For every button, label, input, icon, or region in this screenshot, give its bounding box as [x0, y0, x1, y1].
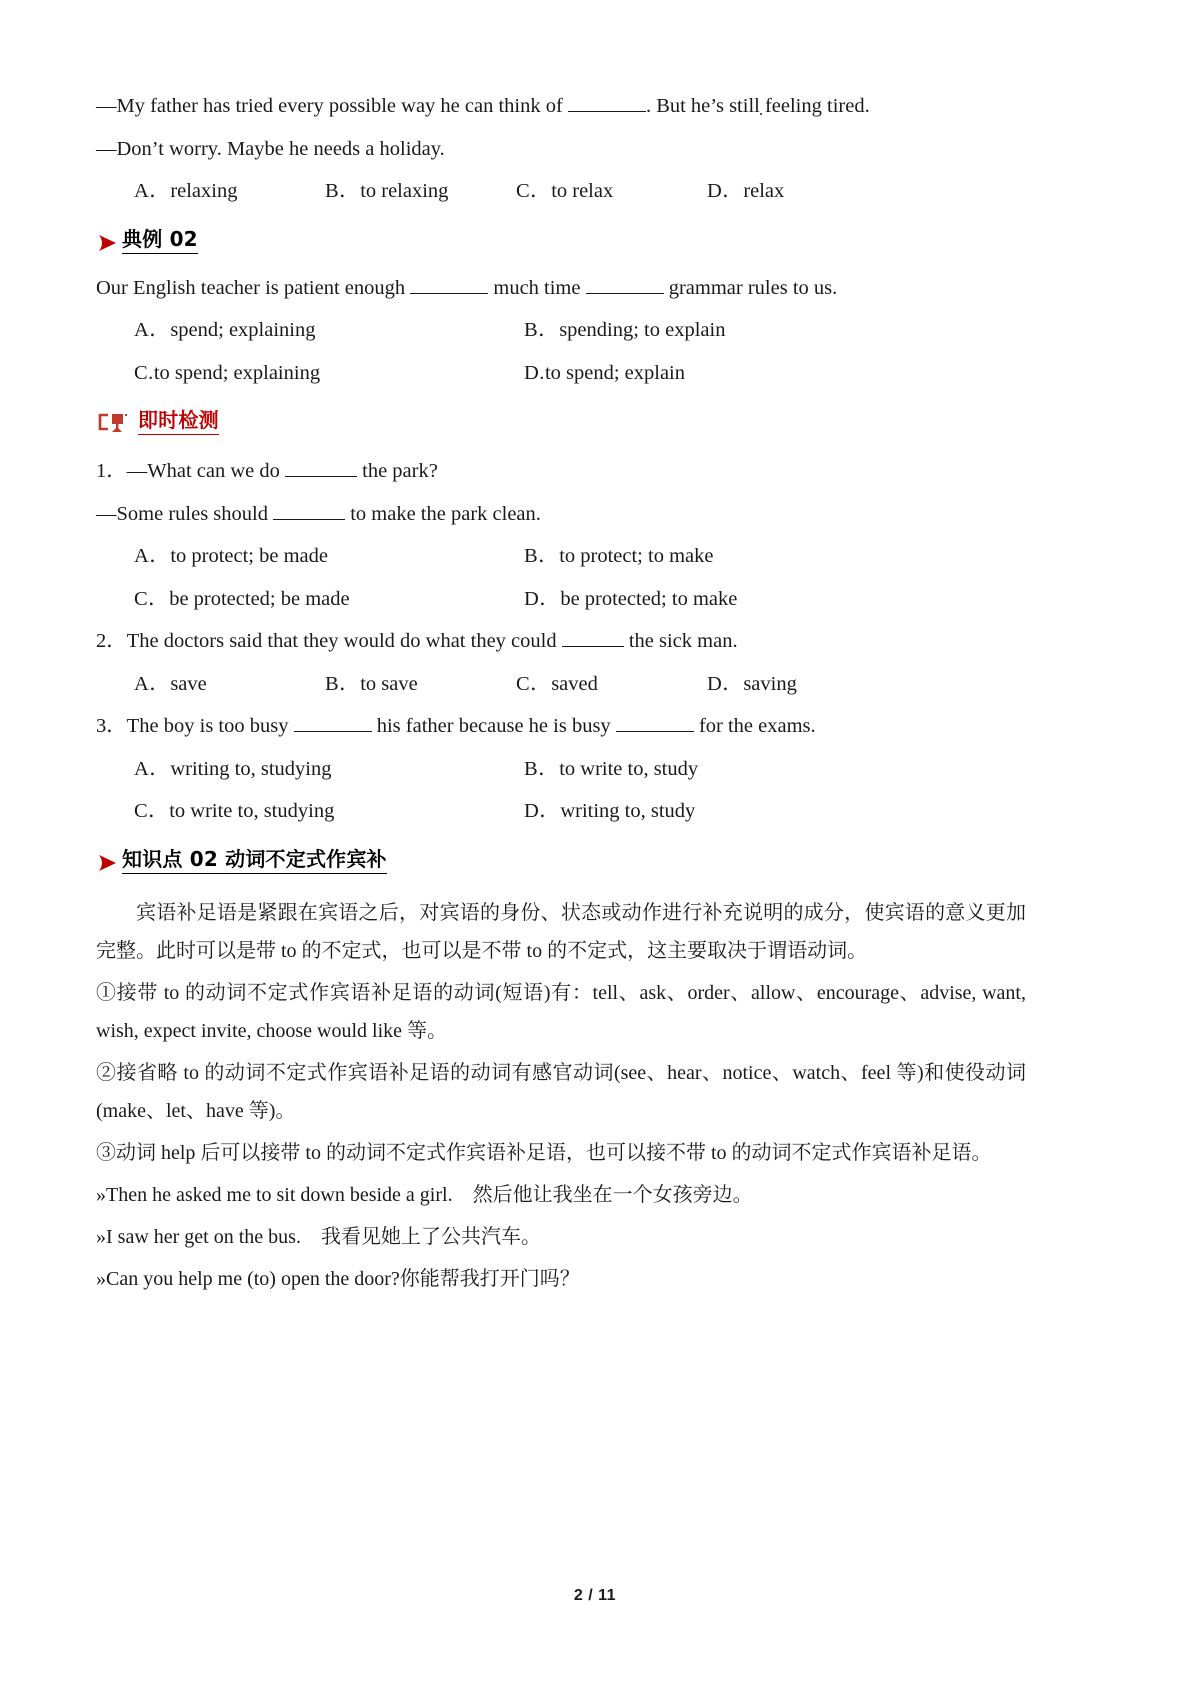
page-number: 2 / 11 [573, 1587, 617, 1604]
knowledge-example: »Can you help me (to) open the door?你能帮我打开门吗？ [96, 1267, 580, 1290]
option-d-label: D. [524, 361, 545, 384]
option-a-label: A． [134, 180, 171, 202]
example-02-stem-a: Our English teacher is patient enough [96, 276, 411, 299]
option-a-label: A． [134, 545, 171, 567]
option-d-label: D． [707, 180, 744, 202]
option-a-text: relaxing [170, 180, 238, 202]
option-b-text: to protect; to make [559, 545, 714, 567]
quiz-item-1-line1-b: the park? [357, 460, 438, 482]
option-a-text: save [170, 672, 207, 695]
option-b[interactable] [524, 759, 914, 780]
option-d-text: saving [743, 672, 797, 695]
quiz-item-2-stem-a: The doctors said that they would do what they could [126, 630, 562, 652]
option-c-text: to spend; explaining [153, 361, 321, 384]
quiz-item-3-options-row1 [96, 759, 1026, 780]
option-c-label: C． [134, 587, 170, 610]
section-heading-knowledge-02-label: 知识点 02 动词不定式作宾补 [122, 843, 387, 874]
option-b-label: B． [524, 319, 560, 341]
option-c[interactable] [516, 181, 707, 202]
quiz-item-1-line1 [96, 461, 1026, 482]
option-b[interactable] [325, 674, 516, 695]
example-02-stem [96, 278, 1026, 299]
option-d-label: D． [524, 587, 561, 610]
example-02-options-row2 [96, 363, 1026, 384]
answer-blank[interactable] [586, 293, 664, 294]
option-a-text: spend; explaining [170, 319, 316, 341]
section-heading-example-02-label: 典例 02 [122, 223, 198, 254]
quiz-item-1-line2-a: —Some rules should [96, 502, 274, 525]
option-a[interactable] [134, 320, 524, 341]
option-a-label: A． [134, 757, 171, 780]
option-c-text: to relax [551, 180, 614, 202]
knowledge-example: »I saw her get on the bus. 我看见她上了公共汽车。 [96, 1225, 541, 1248]
option-a[interactable] [134, 674, 325, 695]
question-prev-line1-text-a: —My father has tried every possible way he can think of [96, 95, 568, 117]
option-d[interactable] [707, 674, 898, 695]
page-content [96, 96, 1026, 1302]
option-c-text: saved [551, 672, 598, 695]
option-a-text: writing to, studying [170, 757, 332, 780]
example-02-options-row1 [96, 320, 1026, 341]
section-heading-knowledge-02 [96, 844, 1026, 874]
answer-blank[interactable] [273, 519, 345, 520]
quiz-item-2-stem [96, 631, 1026, 652]
question-prev-line2: —Don’t worry. Maybe he needs a holiday. [96, 137, 445, 160]
option-b[interactable] [524, 320, 914, 341]
answer-blank[interactable] [294, 731, 372, 732]
option-a-label: A． [134, 672, 171, 695]
option-c-label: C． [516, 672, 552, 695]
question-prev-line1-text-b: . But he’s still feeling tired. [645, 95, 870, 117]
knowledge-paragraph: 宾语补足语是紧跟在宾语之后，对宾语的身份、状态或动作进行补充说明的成分，使宾语的意义更加完整。此时可以是带 to 的不定式，也可以是不带 to 的不定式，这主要取决于谓语动词。 [96, 901, 1026, 962]
option-c[interactable] [134, 801, 524, 822]
option-a[interactable] [134, 546, 524, 567]
option-b-text: to save [360, 672, 418, 695]
option-a-text: to protect; be made [170, 545, 328, 567]
option-d-text: to spend; explain [544, 361, 685, 384]
option-b-label: B． [325, 180, 361, 202]
option-d-text: relax [743, 180, 785, 202]
option-c-text: be protected; be made [169, 587, 350, 610]
question-prev-line1 [96, 96, 1026, 117]
knowledge-paragraph: ③动词 help 后可以接带 to 的动词不定式作宾语补足语，也可以接不带 to 的动词不定式作宾语补足语。 [96, 1141, 992, 1164]
option-c[interactable] [516, 674, 707, 695]
quiz-item-1-line2 [96, 504, 1026, 525]
option-d[interactable] [524, 801, 914, 822]
quiz-item-1-line2-b: to make the park clean. [345, 502, 541, 525]
quiz-item-3-number: 3． [96, 715, 127, 737]
option-b-text: to write to, study [559, 757, 699, 780]
quiz-check-icon [96, 411, 130, 435]
option-d-text: writing to, study [560, 800, 696, 822]
answer-blank[interactable] [410, 293, 488, 294]
knowledge-paragraph: ②接省略 to 的动词不定式作宾语补足语的动词有感官动词(see、hear、notice、watch、feel 等)和使役动词(make、let、have 等)。 [96, 1061, 1026, 1122]
option-b-text: spending; to explain [559, 319, 726, 341]
option-b-label: B． [325, 672, 361, 695]
option-d[interactable] [524, 589, 914, 610]
answer-blank[interactable] [616, 731, 694, 732]
option-d-label: D． [524, 800, 561, 822]
option-d-label: D． [707, 672, 744, 695]
answer-blank[interactable] [285, 476, 357, 477]
option-b-label: B． [524, 757, 560, 780]
section-heading-quiz-label: 即时检测 [138, 404, 219, 435]
answer-blank[interactable] [568, 111, 646, 112]
answer-blank[interactable] [562, 646, 624, 647]
option-c-label: C． [516, 180, 552, 202]
knowledge-example: »Then he asked me to sit down beside a girl. 然后他让我坐在一个女孩旁边。 [96, 1183, 753, 1206]
quiz-item-2-options [96, 674, 1026, 695]
quiz-item-3-stem-a: The boy is too busy [126, 715, 294, 737]
quiz-item-3-stem [96, 716, 1026, 737]
example-02-stem-c: grammar rules to us. [663, 276, 838, 299]
quiz-item-3-options-row2 [96, 801, 1026, 822]
option-b-text: to relaxing [360, 180, 449, 202]
option-c-label: C． [134, 800, 170, 822]
option-b[interactable] [524, 546, 914, 567]
option-a-label: A． [134, 319, 171, 341]
option-a[interactable] [134, 759, 524, 780]
red-triangle-icon [96, 232, 118, 254]
option-c-label: C. [134, 361, 154, 384]
option-a[interactable] [134, 181, 325, 202]
section-heading-quiz [96, 405, 1026, 435]
option-d[interactable] [524, 363, 914, 384]
question-prev-options [96, 181, 1026, 202]
quiz-item-1-options-row1 [96, 546, 1026, 567]
option-b-label: B． [524, 545, 560, 567]
quiz-item-1-number: 1． [96, 460, 127, 482]
example-02-stem-b: much time [488, 276, 586, 299]
quiz-item-1-options-row2 [96, 589, 1026, 610]
option-c[interactable] [134, 363, 524, 384]
quiz-item-3-stem-b: his father because he is busy [371, 715, 616, 737]
option-c[interactable] [134, 589, 524, 610]
knowledge-paragraph: ①接带 to 的动词不定式作宾语补足语的动词(短语)有：tell、ask、order、allow、encourage、advise, want, wish, expect invite, choose would like 等。 [96, 981, 1026, 1042]
quiz-item-2-stem-b: the sick man. [623, 630, 738, 652]
red-triangle-icon [96, 852, 118, 874]
quiz-item-1-line1-a: —What can we do [126, 460, 285, 482]
quiz-item-2-number: 2． [96, 630, 127, 652]
option-d[interactable] [707, 181, 898, 202]
quiz-item-3-stem-c: for the exams. [693, 715, 816, 737]
option-d-text: be protected; to make [560, 587, 738, 610]
section-heading-example-02 [96, 224, 1026, 254]
option-c-text: to write to, studying [169, 800, 335, 822]
option-b[interactable] [325, 181, 516, 202]
